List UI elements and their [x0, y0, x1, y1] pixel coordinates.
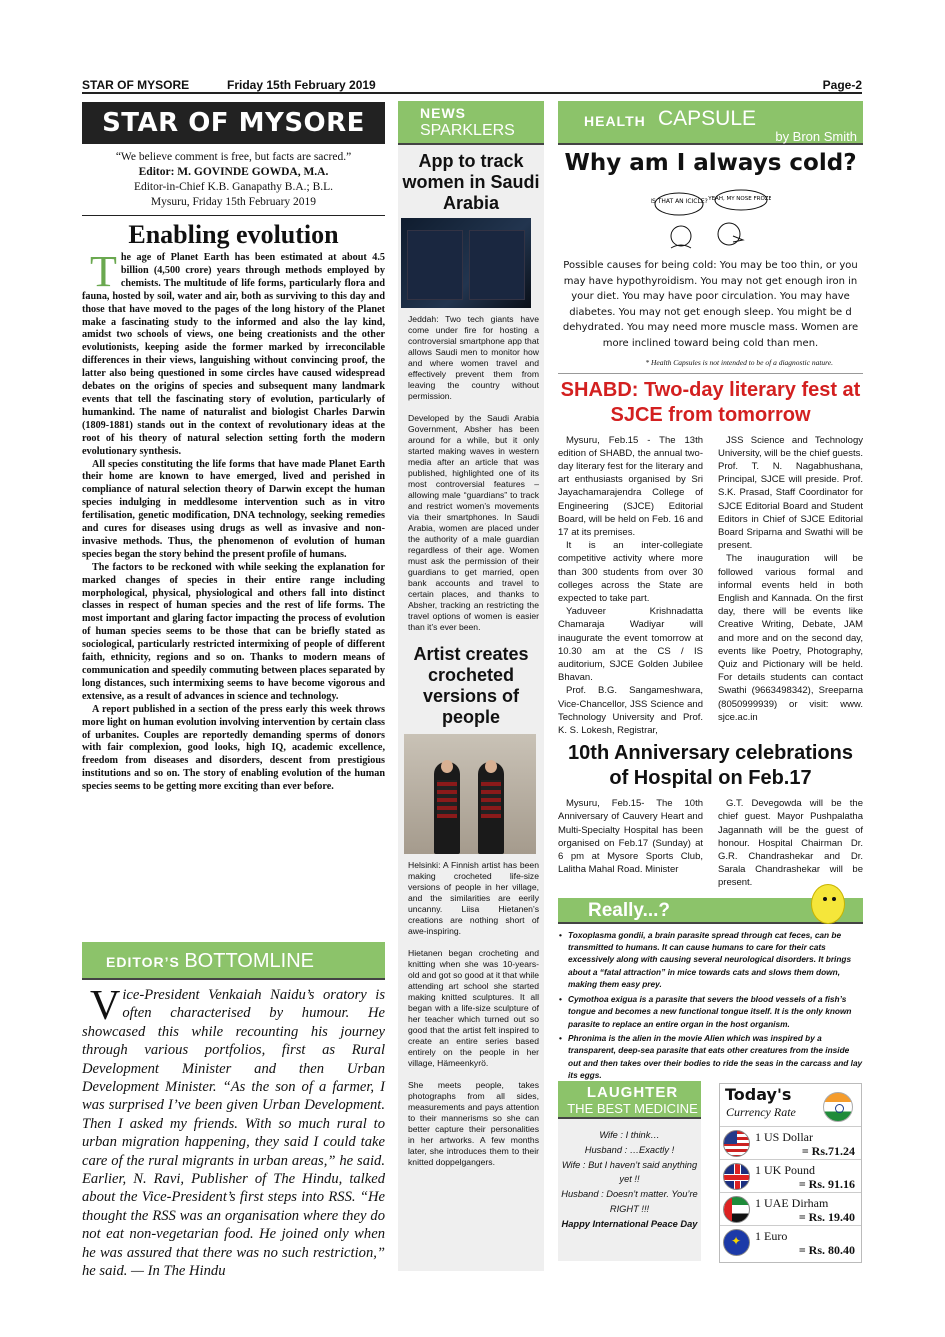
shabd-title: SHABD: Two-day literary fest at SJCE from tomorrow	[558, 373, 863, 428]
bottomline-label-big: BOTTOMLINE	[184, 950, 314, 972]
really-facts-list	[558, 929, 863, 1082]
currency-name: 1 Euro	[755, 1229, 788, 1243]
currency-row	[720, 1159, 861, 1192]
shabd-col-2	[718, 434, 863, 738]
fact-item: • Phronima is the alien in the movie Alien which was inspired by a transparent, deep-sea parasite that eats other creatures from the inside out and then takes over their bodies to ride the seas in the carcass and lay its eggs.	[558, 1032, 863, 1082]
currency-box	[719, 1083, 862, 1263]
currency-subtitle: Currency Rate	[726, 1105, 796, 1119]
laughter-header	[558, 1081, 701, 1119]
eu-flag-icon	[723, 1229, 750, 1256]
bottomline-dropcap: V	[90, 983, 121, 1029]
story2-title: Artist creates crocheted versions of people	[413, 644, 529, 727]
editorial-body	[82, 247, 385, 794]
health-capsule-header	[558, 101, 863, 145]
bottomline-text: ice-President Venkaiah Naidu’s oratory is often characterised by humour. He showcased this while recounting his journey through various portfolios, first as Rural Development Minister and then Urban Development Minister. “As the son of a farmer, I was surprised I’ve been given Urban Development. Then I asked my friends. With so much rural to urban migration happening, they said I could take care of the rural migrants in urban areas,” he said. Earlier, N. Ravi, Publisher of The Hindu, talked about the Vice-President’s first steps into RSS. “He thought the RSS was an organisation where they do not eat non-vegetarian food. He joined only when he was assured that there was no such restriction,” he said. — In The Hindu	[82, 987, 385, 1280]
currency-value: = Rs. 19.40	[798, 1210, 855, 1224]
news-sparklers-column	[398, 101, 544, 1271]
masthead-editor: Editor: M. GOVINDE GOWDA, M.A.	[138, 166, 329, 178]
news-header	[398, 101, 544, 145]
joke-text	[558, 1128, 701, 1232]
shabd-c2-p2: The inauguration will be followed various formal and informal events held in both English and Kannada. On the first day, there will be events like Creative Writing, Debate, JAM and more and on the second day, events like Poetry, Photography, Quiz and Pictionary will be held. For details students can contact Swathi (9663498342), Sreeparna (8050999939) or visit: www. sjce.ac.in	[718, 553, 863, 723]
header-date: Friday 15th February 2019	[227, 78, 376, 92]
crocheted-figure-left	[434, 762, 460, 854]
health-label-big: CAPSULE	[658, 107, 757, 130]
editorial-paragraph-4: A report published in a section of the press early this week throws more light on human evolution involving intervention by certain class of urbanites. Couples are reportedly demanding sperms of donors with fair complexion, good looks, high IQ, academic excellence, freedom from diseases and disorders, descent from prestigious institutions and so on. The story of enabling evolution of the human species seems to be getting more exciting than ever before.	[82, 703, 385, 793]
hospital-c2: G.T. Devegowda will be the chief guest. Mayor Pushpalatha Jagannath will be the guest of honour. Hospital Chairman Dr. G.R. Chandrashekar and Dr. Sarala Chandrashekar will be present.	[718, 798, 863, 889]
cartoon-answer: YEAH, MY NOSE FROZE.	[707, 196, 771, 202]
story1-paragraph-1: Jeddah: Two tech giants have come under fire for hosting a controversial smartphone app that allows Saudi men to monitor how and where women travel and effectively prevent them from leaving the country without permission.	[408, 314, 539, 401]
bottomline-header	[82, 942, 385, 980]
hospital-title: 10th Anniversary celebrations of Hospital on Feb.17	[568, 742, 853, 790]
india-flag-icon	[823, 1092, 853, 1122]
currency-header	[720, 1084, 861, 1126]
masthead-title: STAR OF MYSORE	[82, 102, 385, 144]
crochet-artwork-image	[404, 734, 536, 854]
header-paper-name: STAR OF MYSORE	[82, 78, 190, 92]
joke-line-4: Husband : Doesn’t matter. You’re RIGHT !!!	[561, 1189, 698, 1214]
shabd-c2-p1: JSS Science and Technology University, will be the chief guests. Prof. T. N. Nagabhushana, Principal, SJCE will preside. Prof. S.K. Prasad, Staff Coordinator for SJCE Editorial Board and Student Editors in Chief of SJCE Editorial Board Sriparna and Swathi will be present.	[718, 434, 863, 552]
shabd-col-1	[558, 434, 703, 738]
phone-screen-right	[469, 230, 525, 300]
hospital-body	[558, 797, 863, 889]
story1-body	[398, 314, 544, 633]
uk-flag-icon	[723, 1163, 750, 1190]
masthead-motto: “We believe comment is free, but facts are sacred.”	[115, 151, 352, 163]
editorial-column	[82, 102, 385, 1280]
currency-name: 1 US Dollar	[755, 1130, 813, 1144]
currency-name: 1 UAE Dirham	[755, 1196, 829, 1210]
cartoon-illustration	[651, 188, 771, 254]
phone-screen-left	[407, 230, 463, 300]
divider	[82, 215, 385, 216]
shabd-c1-p3: Yaduveer Krishnadatta Chamaraja Wadiyar will inaugurate the event tomorrow at 10.30 am at the CS / IS auditorium, SJCE Golden Jubilee Bhavan.	[558, 606, 703, 684]
cartoon-drawing	[651, 188, 771, 254]
shabd-c1-p4: Prof. B.G. Sangameshwara, Vice-Chancellor, JSS Science and Technology University and Prof. K. S. Lokesh, Registrar,	[558, 685, 703, 737]
currency-row	[720, 1192, 861, 1225]
page-header	[82, 76, 862, 94]
lightbulb-icon	[811, 884, 845, 924]
health-byline: by Bron Smith	[775, 129, 857, 144]
story2-paragraph-3: She meets people, takes photographs from all sides, measurements and pays attention to their mannerisms so she can better capture their personalities in her artworks. A few months later, she introduces them to their knitted doppelgangers.	[408, 1080, 539, 1167]
news-label-big: SPARKLERS	[420, 122, 515, 139]
crocheted-figure-right	[478, 762, 504, 854]
currency-row	[720, 1225, 861, 1258]
story2-body	[398, 860, 544, 1168]
story2-paragraph-1: Helsinki: A Finnish artist has been making crocheted life-size versions of people in her village, and the similarities are eerily uncanny. Liisa Hietanen’s creations are nothing short of awe-inspiring.	[408, 860, 539, 936]
health-disclaimer: * Health Capsules is not intended to be of a diagnostic nature.	[645, 357, 833, 367]
really-label: Really...?	[588, 899, 671, 921]
health-label-small: HEALTH	[584, 113, 646, 129]
health-title: Why am I always cold?	[564, 150, 857, 176]
joke-line-1: Wife : I think…	[599, 1130, 660, 1140]
shabd-c1-p2: It is an inter-collegiate competitive activity where more than 300 students from over 30 colleges across the State are expected to take part.	[558, 540, 703, 604]
currency-value: = Rs. 91.16	[798, 1177, 855, 1191]
joke-line-3: Wife : But I haven’t said anything yet !!	[561, 1159, 698, 1185]
currency-value: = Rs.71.24	[801, 1144, 855, 1158]
currency-value: = Rs. 80.40	[798, 1243, 855, 1257]
laughter-label-big: LAUGHTER	[586, 1084, 679, 1101]
editorial-paragraph-2: All species constituting the life forms that have made Planet Earth their home are known to have emerged, lived and perished in compliance of natural selection theory of Darwin except the human species indulging in meddlesome intervention such as in vitro fertilisation, genetic modification, DNA technology, seeking remedies and cures for diseases using drugs as well as invasive and non-invasive methods. Thus, the phenomenon of evolution of human species began the story behind the present profile of humans.	[82, 458, 385, 560]
masthead-info	[82, 150, 385, 210]
story1-title: App to track women in Saudi Arabia	[402, 151, 540, 213]
bottomline-body	[82, 983, 385, 1281]
currency-name: 1 UK Pound	[755, 1163, 816, 1177]
shabd-c1-p1: Mysuru, Feb.15 - The 13th edition of SHABD, the annual two-day literary fest for the literary and art enthusiasts organised by Sri Jayachamarajendra College of Engineering (SJCE) Editorial Board, will be held on Feb. 16 and 17 at its premises.	[558, 434, 703, 538]
currency-row	[720, 1126, 861, 1159]
uae-flag-icon	[723, 1196, 750, 1223]
hospital-c1: Mysuru, Feb.15- The 10th Anniversary of Cauvery Heart and Multi-Specialty Hospital has been organised on Feb.17 (Sunday) at 6 pm at Mysore Sports Club, Lalitha Mahal Road. Minister	[558, 798, 703, 876]
really-header	[558, 898, 863, 924]
bottomline-label-small: EDITOR’S	[106, 954, 180, 970]
right-column	[558, 101, 863, 1084]
editorial-paragraph-3: The factors to be reckoned with while seeking the explanation for marked changes of species in their entire range including morphological, physical, physiological and others fall into distinct classes in respect of human species and the rest of life forms. The most important and glaring factor impacting the process of evolution of human species seems to be those that can be briefly stated as sociological, particularly restricted intermixing of people of different faith, ethnicity, regions and so on. Thanks to modern means of communication and speedily commuting between places separated by long distances, such intermixing seems to have become vigorous and extensive, as a result of advances in science and technology.	[82, 561, 385, 702]
app-screenshot-image	[401, 218, 531, 308]
fact-item: • Toxoplasma gondii, a brain parasite spread through cat feces, can be transmitted to humans. It can cause humans to care for their cats excessively along with causing several neurological disorders. It brings about a “fatal attraction” in mice towards cats and slows them down, making them easy prey.	[558, 929, 863, 991]
header-page-number: Page-2	[822, 78, 862, 92]
us-flag-icon	[723, 1130, 750, 1157]
editorial-title: Enabling evolution	[128, 220, 339, 249]
laughter-box	[558, 1081, 701, 1261]
joke-line-5: Happy International Peace Day	[561, 1218, 698, 1229]
currency-title: Today's	[725, 1085, 792, 1104]
joke-line-2: Husband : …Exactly !	[584, 1144, 675, 1155]
fact-item: • Cymothoa exigua is a parasite that severs the blood vessels of a fish’s tongue and becomes a new functional tongue itself. It is the only known parasite to replace an entire organ in the host organism.	[558, 993, 863, 1030]
editorial-paragraph-1: he age of Planet Earth has been estimated at about 4.5 billion (4,500 crore) years through methods employed by chemists. The multitude of life forms, particularly flora and fauna, hosted by soil, water and air, both as surviving to this day and those that have moved to the pages of the long history of the Planet make a fascinating study to the informed and also the lay kind, amidst two schools of views, one being creationists and the other evolutionists, keeping aside the former marked by irreconcilable differences in their views, languishing without convincing proof, the latter also being questioned in some circles have caused widespread debates on the origins of species and subsequent many landmark events that tell the fascinating story of evolution, particularly of humankind. The name of naturalist and biologist Charles Darwin (1809-1881) stands out in the context of revolutionary ideas at the root of his theory of natural selection setting forth the modern evolutionary synthesis.	[82, 252, 385, 457]
cartoon-question: IS THAT AN ICICLE?	[650, 198, 708, 205]
masthead-dateline: Mysuru, Friday 15th February 2019	[150, 196, 317, 208]
health-text: Possible causes for being cold: You may be too thin, or you may have hypothyroidism. You may not get enough iron in your diet. You may have poor circulation. You may have diabetes. You may not get enough sleep. You might be d dehydrated. You may need more muscle mass. Women are more inclined toward being cold than men.	[562, 260, 859, 349]
masthead-chief: Editor-in-Chief K.B. Ganapathy B.A.; B.L.	[133, 181, 334, 193]
story1-paragraph-2: Developed by the Saudi Arabia Government, Absher has been around for a while, but it only started making waves in western media after an article that was published, highlighted one of its most controversial features – allowing male “guardians” to track and restrict women’s movements via their smartphones. In Saudi Arabia, women are placed under the authority of a male guardian regardless of their age. Women must ask the permission of their guardians to get married, open bank accounts and travel to certain places, and thanks to Absher, tracking an restricting the travel options of women is easier than it’s ever been.	[408, 413, 539, 632]
laughter-label-small: THE BEST MEDICINE	[567, 1101, 698, 1116]
story2-paragraph-2: Hietanen began crocheting and knitting when she was 10-years-old and got so good at it that while attending art school she started making knitted sculptures. It all began with a life-size sculpture of her teacher which turned out so good that the artist felt inspired to create an entire series based entirely on the people in her village, Hämeenkyrö.	[408, 948, 539, 1068]
news-label-small: NEWS	[420, 105, 466, 121]
shabd-body	[558, 434, 863, 738]
editorial-dropcap: T	[90, 247, 117, 296]
